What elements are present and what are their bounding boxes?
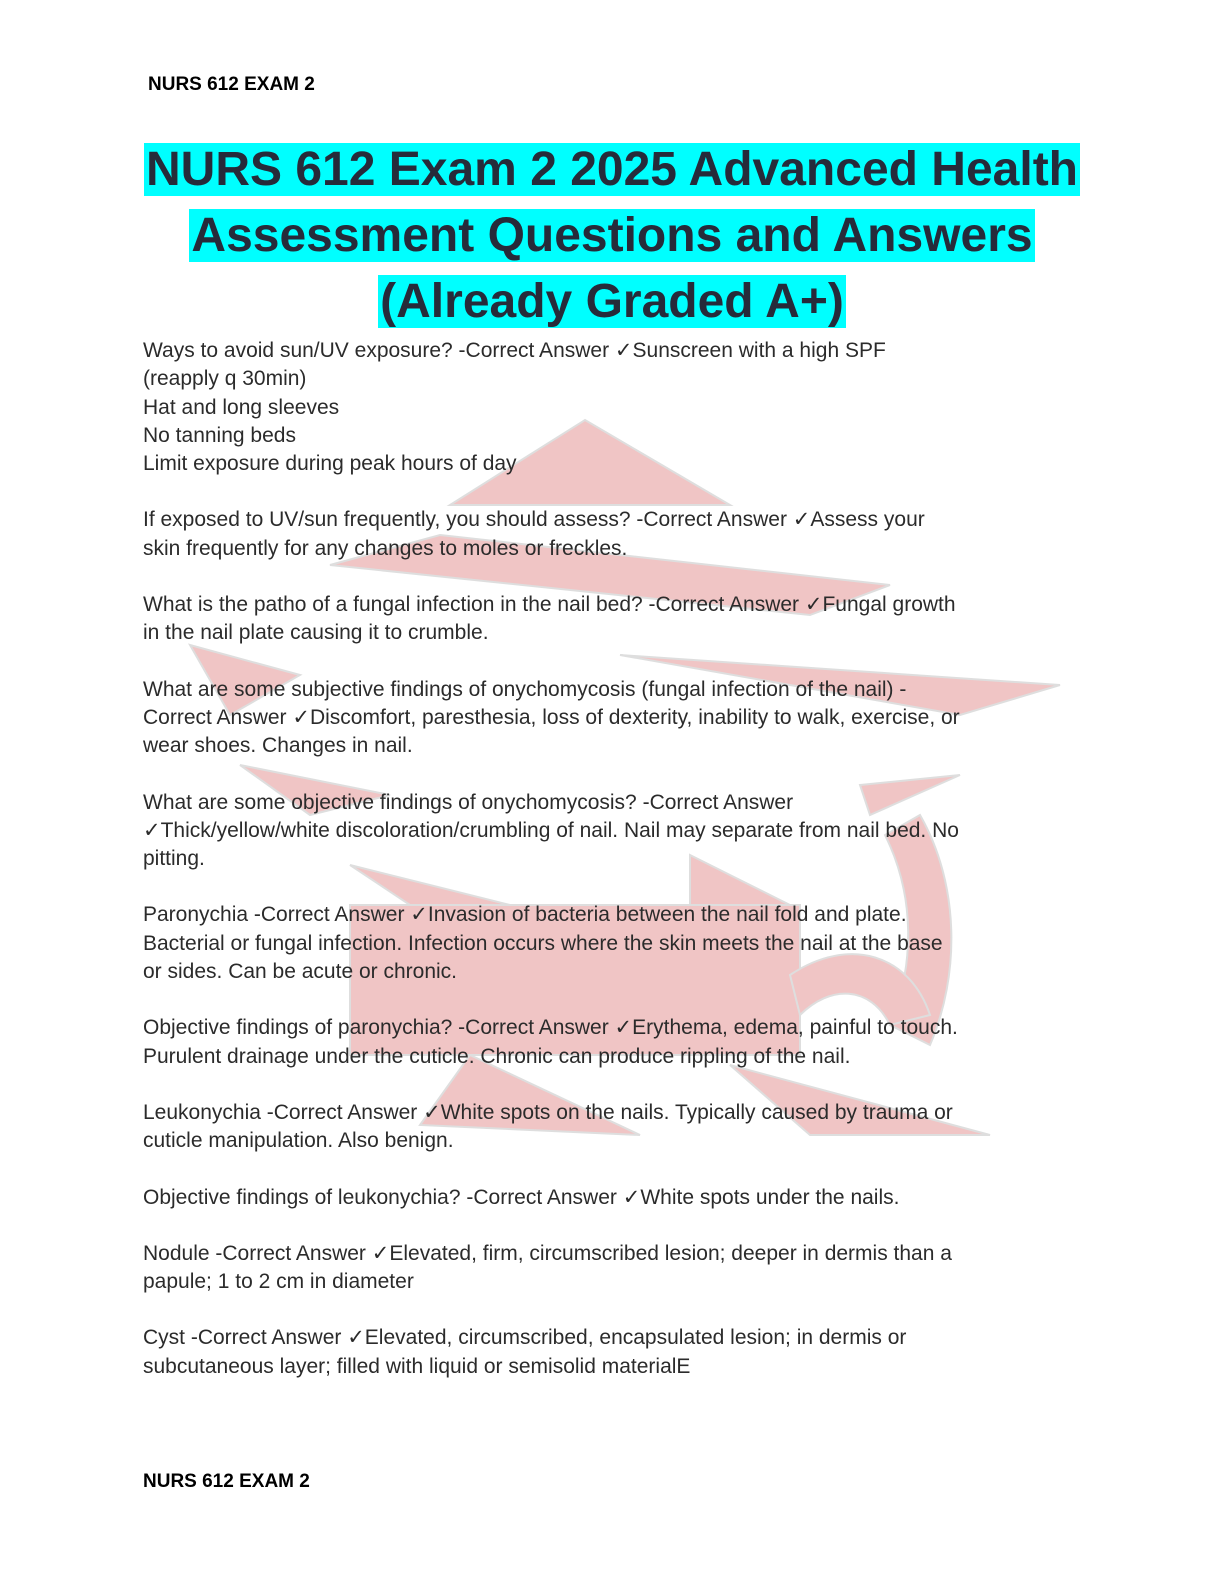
qa-line: Paronychia -Correct Answer ✓Invasion of bacteria between the nail fold and plate. — [143, 903, 907, 927]
qa-line: Cyst -Correct Answer ✓Elevated, circumscribed, encapsulated lesion; in dermis or — [143, 1326, 907, 1350]
qa-item — [143, 506, 1083, 563]
qa-line: wear shoes. Changes in nail. — [143, 734, 413, 758]
qa-item — [143, 789, 1083, 874]
qa-line: cuticle manipulation. Also benign. — [143, 1129, 454, 1153]
qa-line: or sides. Can be acute or chronic. — [143, 960, 457, 984]
qa-line: ✓Thick/yellow/white discoloration/crumbling of nail. Nail may separate from nail bed. No — [143, 818, 959, 842]
qa-line: Hat and long sleeves — [143, 395, 340, 419]
qa-line: Limit exposure during peak hours of day — [143, 452, 517, 476]
qa-line: in the nail plate causing it to crumble. — [143, 621, 489, 645]
qa-item — [143, 1099, 1083, 1156]
title-line: Assessment Questions and Answers — [191, 209, 1033, 262]
qa-line: skin frequently for any changes to moles or freckles. — [143, 536, 628, 560]
qa-item — [143, 901, 1083, 986]
qa-item — [143, 591, 1083, 648]
qa-item — [143, 676, 1083, 761]
qa-line: What are some objective findings of onychomycosis? -Correct Answer — [143, 790, 794, 814]
qa-line: Correct Answer ✓Discomfort, paresthesia, loss of dexterity, inability to walk, exercise, or — [143, 705, 960, 729]
qa-item — [143, 1184, 1083, 1212]
qa-line: Objective findings of leukonychia? -Correct Answer ✓White spots under the nails. — [143, 1185, 900, 1209]
page-header: NURS 612 EXAM 2 — [148, 74, 315, 95]
qa-line: papule; 1 to 2 cm in diameter — [143, 1270, 414, 1294]
qa-line: pitting. — [143, 847, 205, 871]
qa-item — [143, 337, 1083, 478]
qa-line: subcutaneous layer; filled with liquid or semisolid materialE — [143, 1354, 691, 1378]
qa-line: What are some subjective findings of onychomycosis (fungal infection of the nail) - — [143, 677, 907, 701]
qa-line: Leukonychia -Correct Answer ✓White spots on the nails. Typically caused by trauma or — [143, 1100, 953, 1124]
qa-item — [143, 1014, 1083, 1071]
qa-item — [143, 1240, 1083, 1297]
title-line: NURS 612 Exam 2 2025 Advanced Health — [146, 143, 1078, 196]
qa-line: Bacterial or fungal infection. Infection occurs where the skin meets the nail at the base — [143, 931, 943, 955]
qa-line: Objective findings of paronychia? -Correct Answer ✓Erythema, edema, painful to touch. — [143, 1016, 958, 1040]
document-title — [0, 142, 1224, 340]
qa-line: Purulent drainage under the cuticle. Chronic can produce rippling of the nail. — [143, 1044, 851, 1068]
qa-line: What is the patho of a fungal infection in the nail bed? -Correct Answer ✓Fungal growth — [143, 593, 956, 617]
qa-list — [143, 337, 1083, 1409]
qa-line: Ways to avoid sun/UV exposure? -Correct Answer ✓Sunscreen with a high SPF — [143, 339, 886, 362]
qa-line: (reapply q 30min) — [143, 367, 307, 391]
qa-line: Nodule -Correct Answer ✓Elevated, firm, circumscribed lesion; deeper in dermis than a — [143, 1241, 952, 1265]
qa-line: No tanning beds — [143, 423, 296, 447]
page-footer: NURS 612 EXAM 2 — [143, 1471, 310, 1492]
title-line: (Already Graded A+) — [380, 275, 844, 328]
qa-item — [143, 1324, 1083, 1381]
qa-line: If exposed to UV/sun frequently, you should assess? -Correct Answer ✓Assess your — [143, 508, 925, 532]
